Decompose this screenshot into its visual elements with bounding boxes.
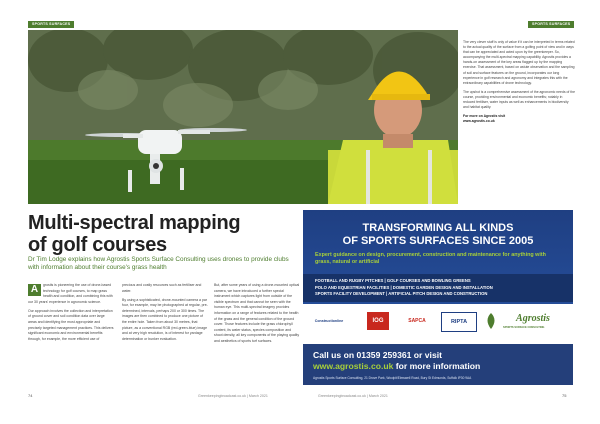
agrostis-tagline: SPORTS SURFACE CONSULTING (503, 326, 545, 329)
article-subhead: Dr Tim Lodge explains how Agrostis Sports Surface Consulting uses drones to provide clubs with information about their course's grass health (28, 256, 289, 272)
ad-service-line: POLO AND EQUESTRIAN FACILITIES | DOMESTIC GARDEN DESIGN AND INSTALLATION (315, 284, 493, 290)
body-column-3 (214, 283, 300, 348)
ad-logo-strip (303, 304, 573, 344)
page-number-left: 74 (28, 393, 33, 398)
col3-paragraph-1: But, after some years of using a drone-mounted optical camera, we have introduced a further special instrument which captures light from outside of the visible spectrum and that cannot be seen with the human eye. This multi-spectral imagery provides information on a range of features related to the health of the grass and the general condition of the ground cover. Those features include the grass chlorophyll content, its water status, species composition and shoot density, all key components of the playing quality and aesthetics of sports turf surfaces. (214, 283, 300, 343)
article-headline (28, 212, 298, 256)
agrostis-logo: Agrostis (516, 312, 550, 324)
sidebar-url-link[interactable]: www.agrostis.co.uk (463, 119, 495, 124)
footer-url-left: Greenkeepingbroadcast.co.uk | March 2021 (198, 394, 268, 398)
footer-url-right: Greenkeepingbroadcast.co.uk | March 2021 (318, 394, 388, 398)
ripta-logo: RIPTA (441, 312, 477, 332)
photo-illustration (28, 30, 458, 204)
ad-call-line: Call us on 01359 259361 or visit (313, 350, 442, 360)
col1-paragraph-1: grostis is pioneering the use of drone-based technology for golf courses, to map grass health and condition, and combining this with our 30 years' experience in agronomic science. (28, 283, 113, 304)
col1-paragraph-2: Our approach involves the collection and interpretation of ground cover and soil condition data over large areas and identifying the most appropriate and precisely targeted management practices. This delivers significant economic and environmental benefits through, for example, the more efficient use of (28, 308, 114, 341)
col2-paragraph-1: precious and costly resources such as fertiliser and water. (122, 283, 202, 293)
iog-logo: IOG (367, 312, 389, 330)
constructionline-logo: Constructionline (314, 319, 344, 323)
ad-headline-2: OF SPORTS SURFACES SINCE 2005 (342, 235, 534, 247)
hero-photo (28, 30, 458, 204)
ad-service-line: FOOTBALL AND RUGBY PITCHES | GOLF COURSES AND BOWLING GREENS (315, 278, 471, 283)
ad-service-line: SPORTS FACILITY DEVELOPMENT | ARTIFICIAL PITCH DESIGN AND CONSTRUCTION (315, 291, 488, 297)
agrostis-advert[interactable] (303, 210, 573, 385)
body-column-1 (28, 283, 114, 346)
ad-website-link[interactable]: www.agrostis.co.uk (313, 361, 394, 371)
page-number-right: 75 (562, 393, 567, 398)
sidebar-cta: For more on Agrostis visit (463, 114, 506, 119)
section-tag-right: SPORTS SURFACES (528, 21, 574, 28)
ad-services-list (303, 274, 573, 302)
headline-line-2: of golf courses (28, 234, 167, 256)
sidebar-paragraph-1: The very clever stuff is only of value if it can be interpreted in terms related to the actual quality of the surface from a golfing point of view and in ways that can be appreciated and acted upon by the greenkeeper. So, accompanying the multi-spectral mapping capability, Agrostis provides a hands-on assessment of the key areas flagged up by the mapping exercise. That assessment, based on astute observation and the sampling of soil and surface features on the ground, incorporates our long experience in golf research and agronomy and integrates this with the extraordinary capabilities of drone technology. (463, 40, 575, 85)
agrostis-leaf-icon (483, 312, 499, 330)
ad-subtext: Expert guidance on design, procurement, construction and maintenance for anything with grass, natural or artificial (315, 252, 546, 265)
body-column-2 (122, 283, 208, 346)
sidebar-paragraph-2: The upshot is a comprehensive assessment of the agronomic needs of the course, providing environmental and economic benefits; notably in reduced fertiliser, water inputs as well as enhancements in biodiversity and habitat quality. (463, 89, 575, 110)
ad-call-suffix: for more information (393, 361, 481, 371)
dropcap: A (28, 284, 41, 296)
headline-line-1: Multi-spectral mapping (28, 212, 241, 234)
sapca-logo: SAPCA (408, 318, 426, 324)
ad-headline-1: TRANSFORMING ALL KINDS (362, 222, 514, 234)
ad-call-line-2 (313, 361, 480, 371)
col2-paragraph-2: By using a sophisticated, drone-mounted camera a par four, for example, may be photographed at regular, pre-determined, intervals, perhaps 200 or 300 times. The images are then combined to produce one picture of the entire hole. Taken from about 30 metres, that picture, as a conventional RGB (red-green-blue) image and at very high resolution, is of interest for yardage determination or bunker evaluation. (122, 297, 208, 341)
ad-address: Agrostis Sports Surface Consulting, 21 Drove Park, Woolpit/Elmswell Road, Bury St Edmunds, Suffolk IP30 9AA (313, 376, 472, 380)
sidebar-text (463, 40, 575, 128)
section-tag-left: SPORTS SURFACES (28, 21, 74, 28)
